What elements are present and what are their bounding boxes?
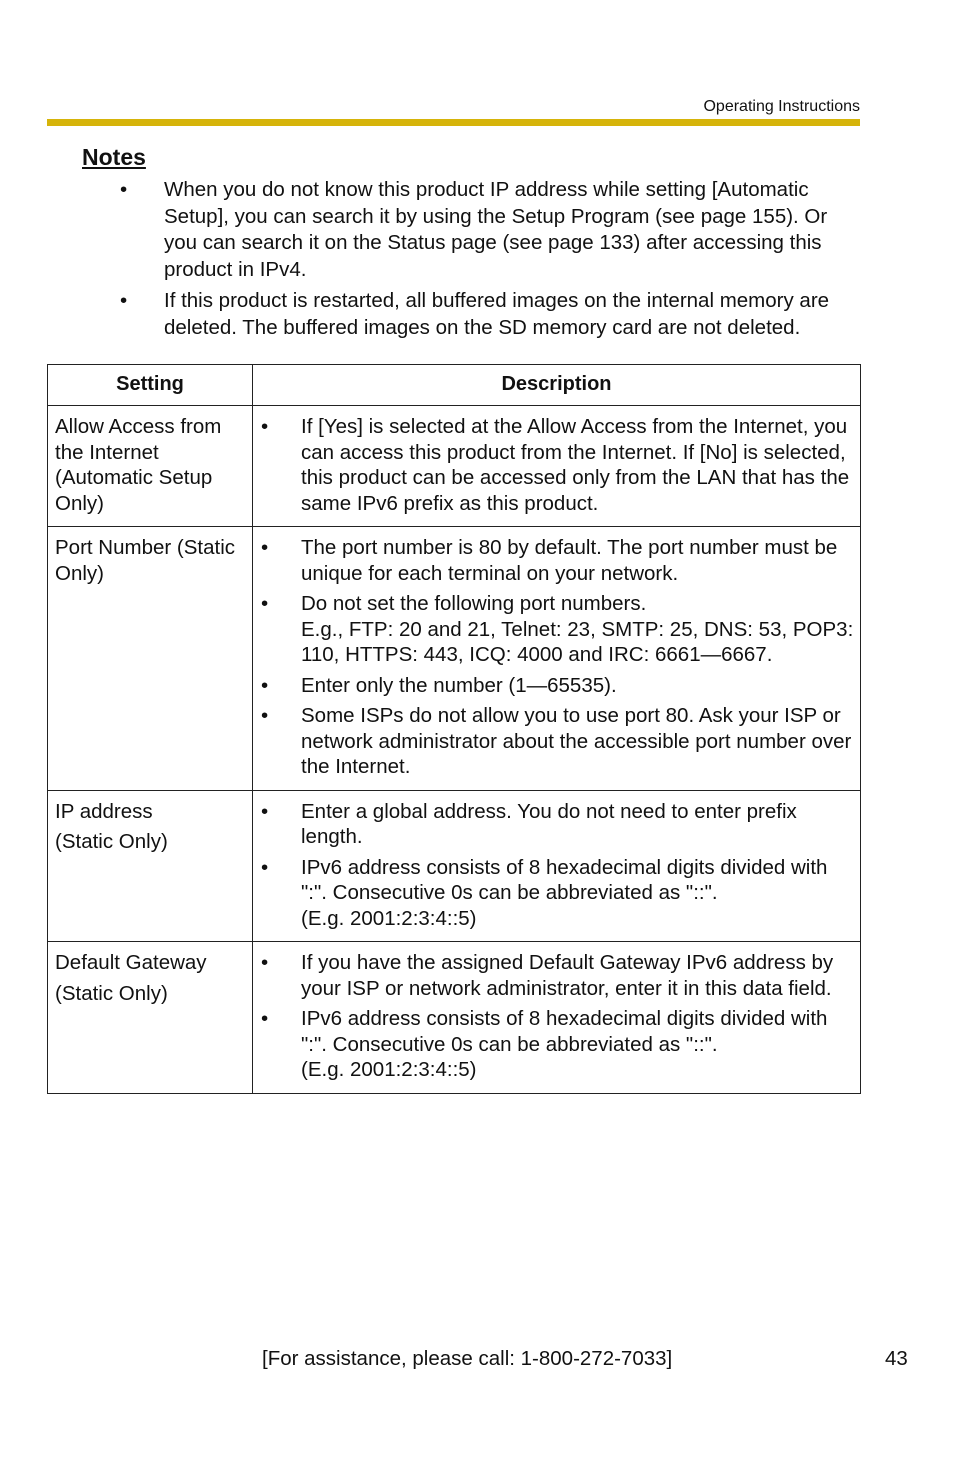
notes-list	[120, 177, 860, 346]
description-example: (E.g. 2001:2:3:4::5)	[301, 1058, 477, 1081]
description-example: (E.g. 2001:2:3:4::5)	[301, 906, 477, 930]
description-text: IPv6 address consists of 8 hexadecimal digits divided with ":". Consecutive 0s can be abbreviated as "::".	[301, 1007, 828, 1056]
description-text: Enter a global address. You do not need to enter prefix length.	[301, 799, 797, 848]
description-text: IPv6 address consists of 8 hexadecimal digits divided with ":". Consecutive 0s can be abbreviated as "::".	[301, 855, 828, 904]
setting-cell	[48, 942, 253, 1094]
header-rule	[47, 119, 860, 126]
bullet: •	[120, 178, 128, 201]
header-label: Operating Instructions	[703, 98, 860, 115]
notes-item-text: When you do not know this product IP address while setting [Automatic Setup], you can search it by using the Setup Program (see page 155). Or you can search it on the Status page (see page 133) after accessing this product in IPv4.	[164, 178, 828, 281]
setting-name: Port Number (Static Only)	[55, 536, 235, 585]
column-header-description: Description	[253, 365, 861, 406]
description-text: The port number is 80 by default. The port number must be unique for each terminal on your network.	[301, 536, 838, 585]
description-text: Do not set the following port numbers.	[301, 592, 647, 615]
setting-qualifier: (Static Only)	[55, 981, 168, 1005]
setting-qualifier: (Static Only)	[55, 830, 168, 853]
setting-cell	[48, 527, 253, 791]
description-text: If you have the assigned Default Gateway IPv6 address by your ISP or network administrator, enter it in this data field.	[301, 951, 834, 1000]
description-item	[261, 799, 854, 850]
description-list	[261, 414, 854, 516]
settings-table	[47, 364, 861, 1094]
description-item	[261, 535, 854, 586]
table-row	[48, 790, 861, 942]
setting-cell	[48, 790, 253, 942]
description-cell	[253, 942, 861, 1094]
description-item	[261, 855, 854, 932]
bullet: •	[261, 1007, 269, 1030]
setting-name: Default Gateway	[55, 951, 207, 974]
setting-name: Allow Access from the Internet (Automatic Setup Only)	[55, 415, 222, 515]
description-item	[261, 703, 854, 780]
description-cell	[253, 790, 861, 942]
description-item	[261, 1006, 854, 1083]
notes-title: Notes	[82, 144, 146, 170]
description-item	[261, 414, 854, 516]
bullet: •	[261, 855, 269, 879]
bullet: •	[261, 536, 269, 559]
column-header-setting: Setting	[48, 365, 253, 406]
notes-item-text: If this product is restarted, all buffered images on the internal memory are deleted. The buffered images on the SD memory card are not deleted.	[164, 289, 830, 339]
description-text: If [Yes] is selected at the Allow Access from the Internet, you can access this product from the Internet. If [No] is selected, this product can be accessed only from the LAN that has the same IPv6 prefix as this product.	[301, 415, 850, 515]
description-list	[261, 799, 854, 932]
bullet: •	[261, 704, 269, 727]
description-cell	[253, 406, 861, 527]
notes-item	[120, 288, 860, 341]
bullet: •	[261, 673, 269, 697]
description-list	[261, 950, 854, 1083]
bullet: •	[120, 289, 128, 312]
description-text: Some ISPs do not allow you to use port 80. Ask your ISP or network administrator about the accessible port number over the Internet.	[301, 704, 852, 778]
description-text: Enter only the number (1—65535).	[301, 673, 617, 697]
notes-item	[120, 177, 860, 283]
description-item	[261, 591, 854, 668]
description-item	[261, 950, 854, 1001]
table-row	[48, 527, 861, 791]
setting-cell	[48, 406, 253, 527]
footer-assistance: [For assistance, please call: 1-800-272-7033]	[262, 1347, 673, 1370]
table-header-row	[48, 365, 861, 406]
description-list	[261, 535, 854, 780]
table-row	[48, 406, 861, 527]
bullet: •	[261, 592, 269, 615]
description-item	[261, 673, 854, 699]
description-example: E.g., FTP: 20 and 21, Telnet: 23, SMTP: 25, DNS: 53, POP3: 110, HTTPS: 443, ICQ: 4000 and IRC: 6661—6667.	[301, 617, 854, 666]
bullet: •	[261, 951, 269, 974]
setting-name: IP address	[55, 799, 153, 823]
description-cell	[253, 527, 861, 791]
bullet: •	[261, 799, 269, 823]
bullet: •	[261, 415, 269, 438]
table-row	[48, 942, 861, 1094]
page-number: 43	[885, 1347, 908, 1370]
